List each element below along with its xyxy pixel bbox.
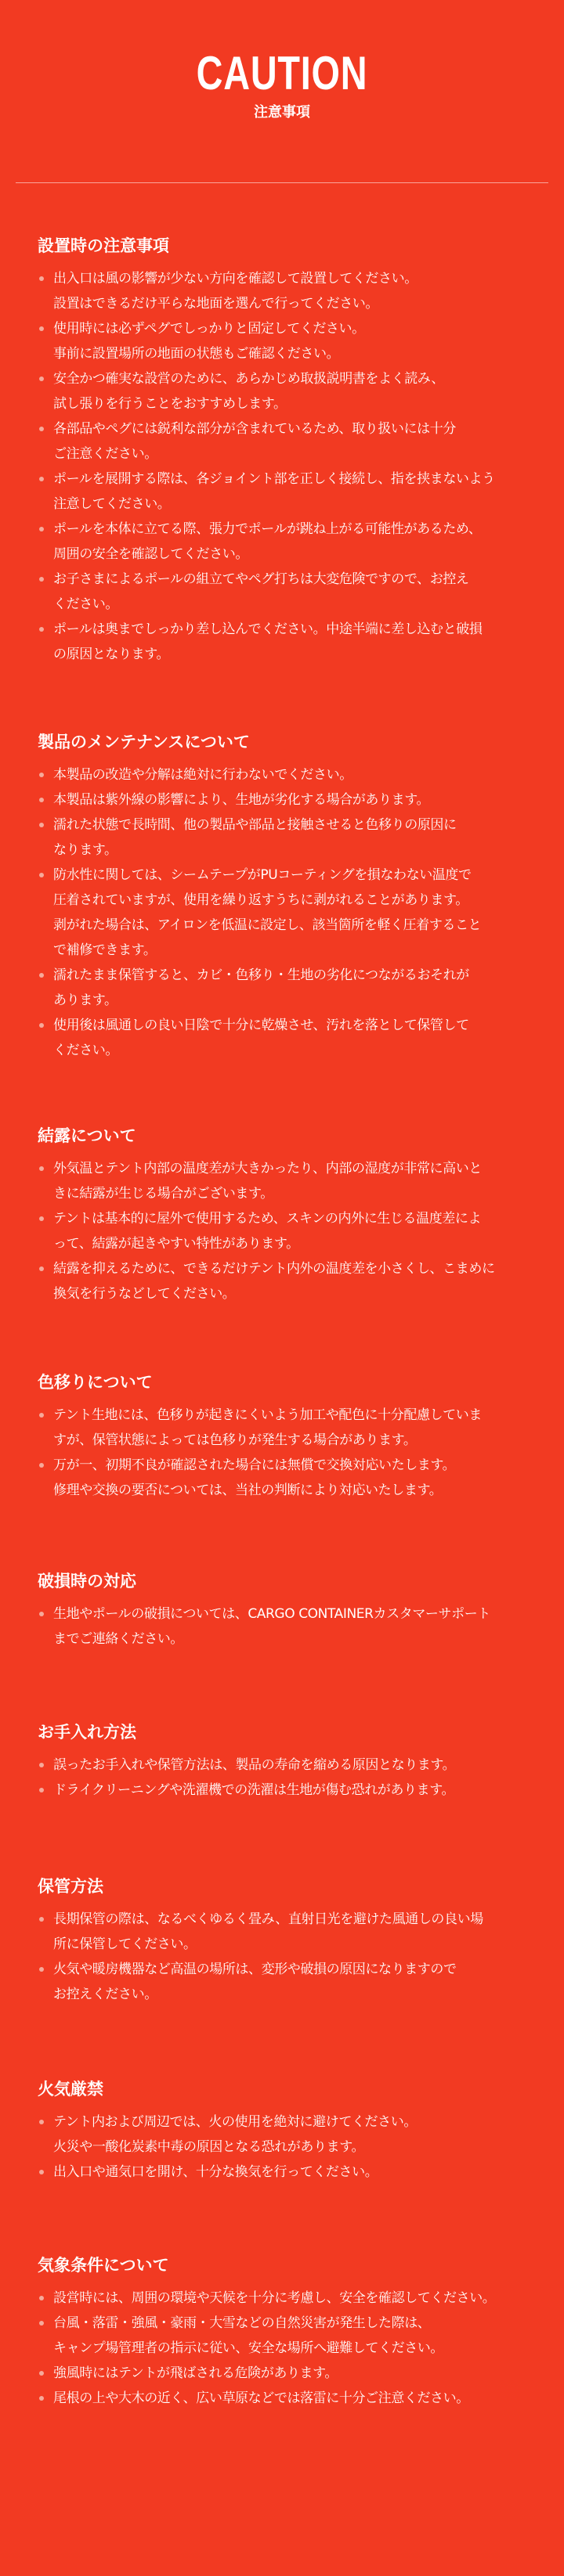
list-item: 使用後は風通しの良い日陰で十分に乾燥させ、汚れを落として保管して ください。 bbox=[38, 1013, 547, 1063]
list-item: 設営時には、周囲の環境や天候を十分に考慮し、安全を確認してください。 bbox=[38, 2286, 547, 2311]
list-item: 結露を抑えるために、できるだけテント内外の温度差を小さくし、こまめに 換気を行うなどしてください。 bbox=[38, 1256, 547, 1306]
list-item: 安全かつ確実な設営のために、あらかじめ取扱説明書をよく読み、 試し張りを行うことをおすすめします。 bbox=[38, 366, 547, 416]
section-heading: お手入れ方法 bbox=[38, 1723, 136, 1742]
list-item: 生地やポールの破損については、CARGO CONTAINERカスタマーサポート までご連絡ください。 bbox=[38, 1601, 547, 1652]
section-heading: 結露について bbox=[38, 1126, 136, 1145]
section-heading: 破損時の対応 bbox=[38, 1572, 136, 1591]
section-damage bbox=[38, 1570, 547, 1652]
section-heading: 保管方法 bbox=[38, 1877, 103, 1896]
list-item: 台風・落雷・強風・豪雨・大雪などの自然災害が発生した際は、 キャンプ場管理者の指示に従い、安全な場所へ避難してください。 bbox=[38, 2311, 547, 2361]
section-heading: 色移りについて bbox=[38, 1373, 153, 1392]
section-condensation bbox=[38, 1125, 547, 1306]
list-item: 万が一、初期不良が確認された場合には無償で交換対応いたします。 修理や交換の要否については、当社の判断により対応いたします。 bbox=[38, 1453, 547, 1503]
caution-list bbox=[38, 1753, 547, 1803]
section-maintenance bbox=[38, 731, 547, 1063]
list-item: ポールは奥までしっかり差し込んでください。中途半端に差し込むと破損 の原因となります。 bbox=[38, 617, 547, 667]
list-item: 防水性に関しては、シームテープがPUコーティングを損なわない温度で 圧着されていますが、使用を繰り返すうちに剥がれることがあります。 剥がれた場合は、アイロンを低温に設定し、該当箇所を軽く圧着すること で補修できます。 bbox=[38, 863, 547, 963]
list-item: 出入口や通気口を開け、十分な換気を行ってください。 bbox=[38, 2160, 547, 2185]
section-color-transfer bbox=[38, 1371, 547, 1503]
list-item: 外気温とテント内部の温度差が大きかったり、内部の湿度が非常に高いと きに結露が生じる場合がございます。 bbox=[38, 1156, 547, 1206]
list-item: 本製品の改造や分解は絶対に行わないでください。 bbox=[38, 762, 547, 787]
list-item: 誤ったお手入れや保管方法は、製品の寿命を縮める原因となります。 bbox=[38, 1753, 547, 1778]
list-item: 強風時にはテントが飛ばされる危険があります。 bbox=[38, 2361, 547, 2386]
section-storage bbox=[38, 1875, 547, 2007]
list-item: テントは基本的に屋外で使用するため、スキンの内外に生じる温度差によ って、結露が起きやすい特性があります。 bbox=[38, 1206, 547, 1256]
list-item: 各部品やペグには鋭利な部分が含まれているため、取り扱いには十分 ご注意ください。 bbox=[38, 416, 547, 467]
section-heading: 火気厳禁 bbox=[38, 2080, 103, 2099]
list-item: ドライクリーニングや洗濯機での洗濯は生地が傷む恐れがあります。 bbox=[38, 1778, 547, 1803]
page-header bbox=[0, 45, 564, 122]
section-installation bbox=[38, 235, 547, 667]
list-item: 本製品は紫外線の影響により、生地が劣化する場合があります。 bbox=[38, 787, 547, 812]
caution-list bbox=[38, 266, 547, 667]
list-item: お子さまによるポールの組立てやペグ打ちは大変危険ですので、お控え ください。 bbox=[38, 567, 547, 617]
caution-list bbox=[38, 1907, 547, 2007]
header-divider bbox=[16, 182, 548, 183]
section-care bbox=[38, 1721, 547, 1803]
list-item: 濡れたまま保管すると、カビ・色移り・生地の劣化につながるおそれが あります。 bbox=[38, 963, 547, 1013]
list-item: テント生地には、色移りが起きにくいよう加工や配色に十分配慮していま すが、保管状態によっては色移りが発生する場合があります。 bbox=[38, 1403, 547, 1453]
list-item: 出入口は風の影響が少ない方向を確認して設置してください。 設置はできるだけ平らな地面を選んで行ってください。 bbox=[38, 266, 547, 316]
section-weather bbox=[38, 2254, 547, 2411]
caution-list bbox=[38, 2109, 547, 2185]
caution-list bbox=[38, 1403, 547, 1503]
section-fire bbox=[38, 2078, 547, 2185]
list-item: ポールを本体に立てる際、張力でポールが跳ね上がる可能性があるため、 周囲の安全を確認してください。 bbox=[38, 517, 547, 567]
list-item: 濡れた状態で長時間、他の製品や部品と接触させると色移りの原因に なります。 bbox=[38, 812, 547, 863]
section-heading: 気象条件について bbox=[38, 2256, 169, 2275]
caution-list bbox=[38, 1601, 547, 1652]
caution-list bbox=[38, 762, 547, 1063]
caution-list bbox=[38, 2286, 547, 2411]
section-heading: 設置時の注意事項 bbox=[38, 236, 169, 255]
list-item: 使用時には必ずペグでしっかりと固定してください。 事前に設置場所の地面の状態もご確認ください。 bbox=[38, 316, 547, 366]
list-item: 火気や暖房機器など高温の場所は、変形や破損の原因になりますので お控えください。 bbox=[38, 1957, 547, 2007]
list-item: テント内および周辺では、火の使用を絶対に避けてください。 火災や一酸化炭素中毒の原因となる恐れがあります。 bbox=[38, 2109, 547, 2160]
list-item: 尾根の上や大木の近く、広い草原などでは落雷に十分ご注意ください。 bbox=[38, 2386, 547, 2411]
caution-list bbox=[38, 1156, 547, 1306]
list-item: 長期保管の際は、なるべくゆるく畳み、直射日光を避けた風通しの良い場 所に保管してください。 bbox=[38, 1907, 547, 1957]
page-subtitle: 注意事項 bbox=[254, 104, 310, 121]
section-heading: 製品のメンテナンスについて bbox=[38, 733, 250, 751]
list-item: ポールを展開する際は、各ジョイント部を正しく接続し、指を挟まないよう 注意してください。 bbox=[38, 467, 547, 517]
page-title: CAUTION bbox=[196, 47, 368, 99]
